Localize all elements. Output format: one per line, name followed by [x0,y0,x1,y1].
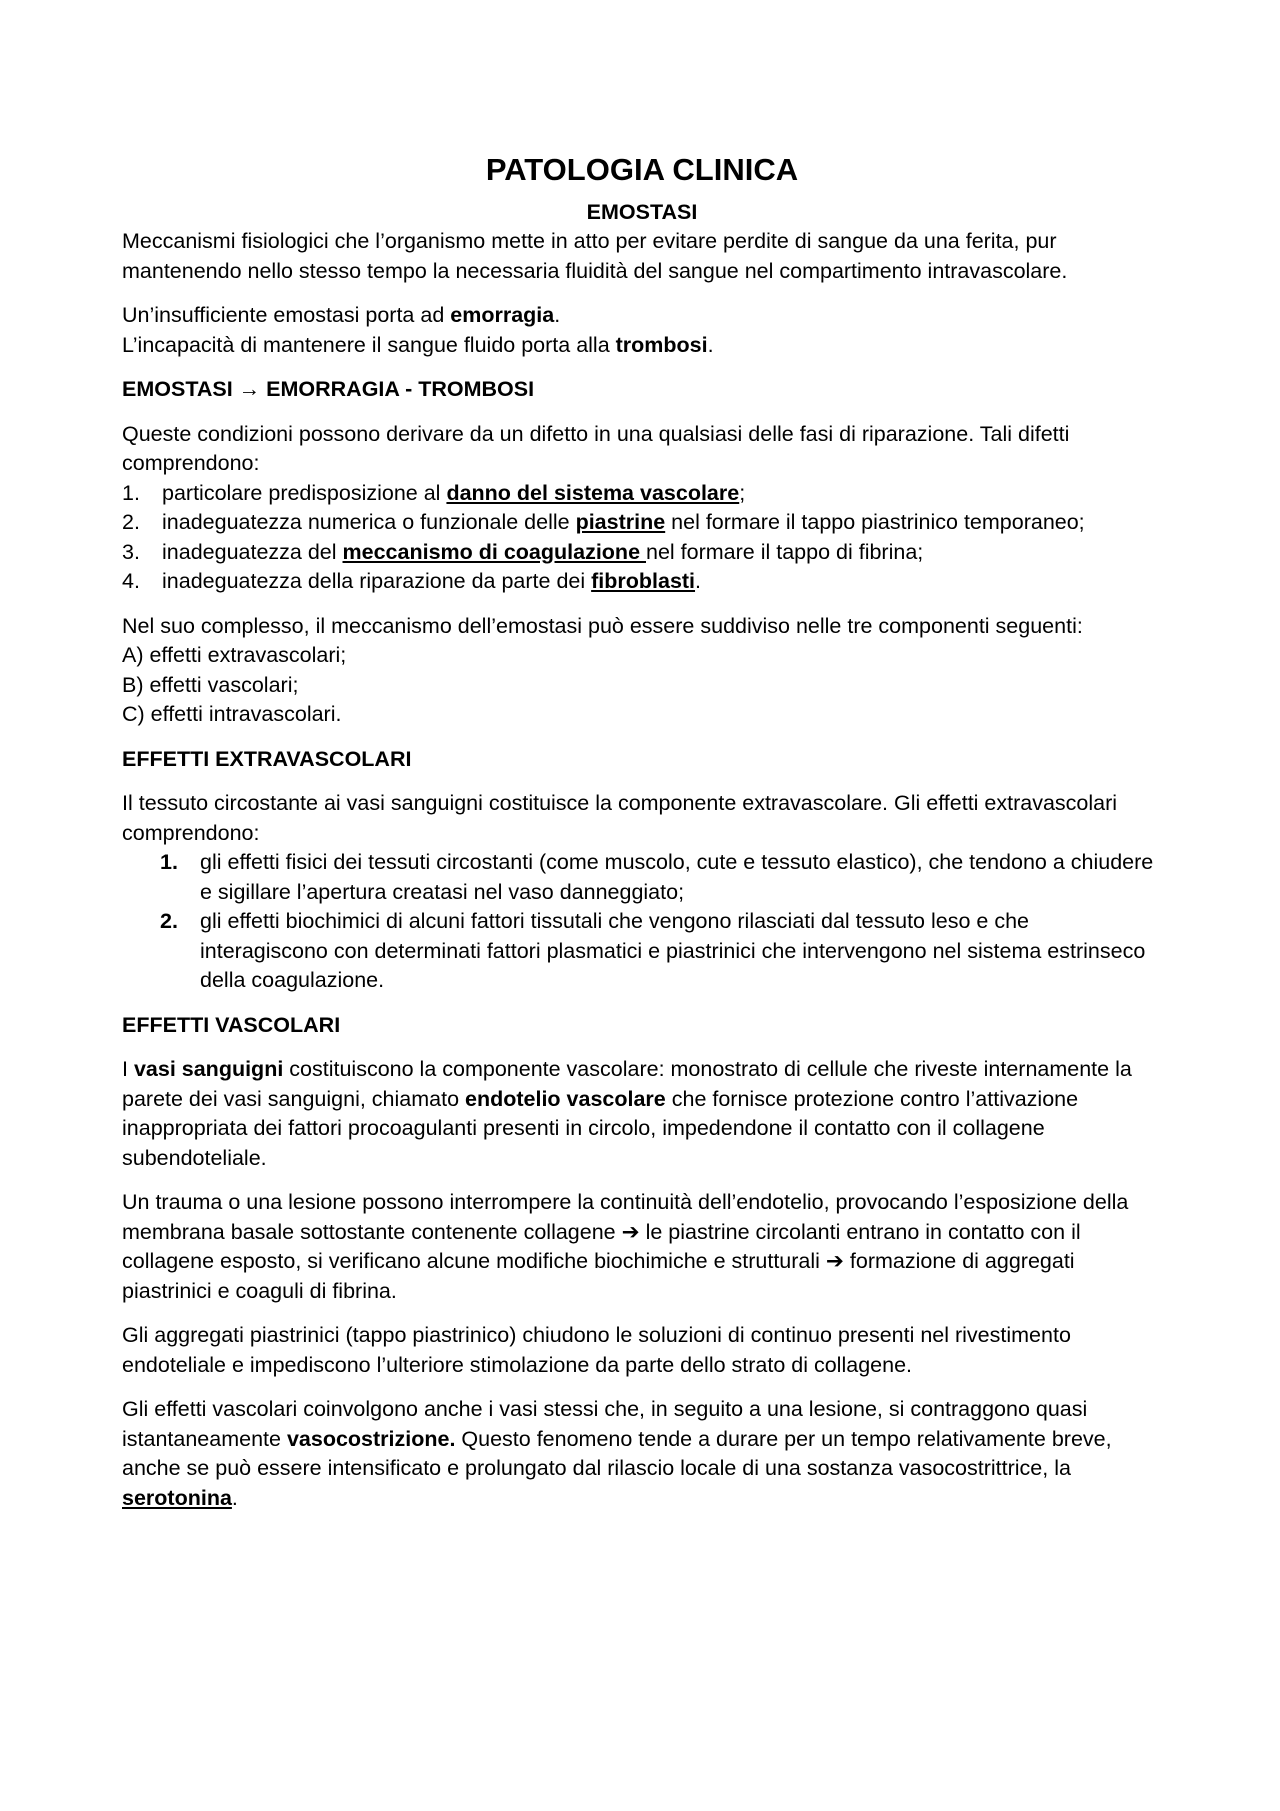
text: nel formare il tappo di fibrina; [646,539,924,564]
list-item: B) effetti vascolari; [122,672,299,697]
text: che fornisce protezione contro l’attivazione inappropriata dei fattori procoagulanti presenti in circolo, impedendone il contatto con il collagene subendoteliale. [122,1086,1079,1170]
text: . [707,332,714,357]
paragraph-definition: Meccanismi fisiologici che l’organismo mette in atto per evitare perdite di sangue da una ferita, pur mantenendo nello stesso tempo la necessaria fluidità del sangue nel compartimento intravascolare. [122,229,1068,283]
heading-emostasi-emorragia-trombosi: EMOSTASI → EMORRAGIA - TROMBOSI [122,377,535,401]
term-endotelio-vascolare: endotelio vascolare [465,1086,666,1111]
list-number: 1. [122,480,140,505]
extravascular-effects-list [122,848,1162,996]
list-item [122,848,1162,907]
list-item [122,538,1162,568]
text: nel formare il tappo piastrinico temporaneo; [665,510,1085,534]
text: inadeguatezza numerica o funzionale delle [162,510,576,534]
list-item: A) effetti extravascolari; [122,643,347,667]
paragraph-vasoconstriction [122,1395,1162,1513]
text: gli effetti biochimici di alcuni fattori tissutali che vengono rilasciati dal tessuto leso e che interagiscono con determinati fattori plasmatici e piastrinici che intervengono nel sistema estrinseco della coagulazione. [200,909,1146,992]
defects-list [122,479,1162,597]
paragraph-components-intro: Nel suo complesso, il meccanismo dell’emostasi può essere suddiviso nelle tre componenti seguenti: [122,613,1083,638]
text: costituiscono la componente vascolare: monostrato di cellule che riveste internamente la parete dei vasi sanguigni, chiamato [122,1057,1132,1111]
paragraph-consequences [122,301,1162,360]
term-underlined: danno del sistema vascolare [446,480,740,505]
paragraph-extravascular-intro: Il tessuto circostante ai vasi sanguigni costituisce la componente extravascolare. Gli effetti extravascolari comprendono: [122,791,1118,845]
heading-effetti-extravascolari: EFFETTI EXTRAVASCOLARI [122,746,412,771]
term-underlined: fibroblasti [591,569,696,593]
paragraph-trauma: Un trauma o una lesione possono interrompere la continuità dell’endotelio, provocando l’esposizione della membrana basale sottostante contenente collagene ➔ le piastrine circolanti entrano in contatto con il collagene esposto, si verificano alcune modifiche biochimiche e strutturali ➔ formazione di aggregati piastrinici e coaguli di fibrina. [122,1190,1129,1303]
text: Questo fenomeno tende a durare per un tempo relativamente breve, anche se può essere intensificato e prolungato dal rilascio locale di una sostanza vasocostrittrice, la [122,1426,1112,1480]
list-item [122,479,1162,509]
list-item [122,508,1162,538]
list-number: 2. [122,510,140,534]
list-item [122,907,1162,996]
term-serotonina: serotonina [122,1485,232,1510]
paragraph-platelet-aggregates: Gli aggregati piastrinici (tappo piastrinico) chiudono le soluzioni di continuo presenti nel rivestimento endoteliale e impediscono l’ulteriore stimolazione da parte dello strato di collagene. [122,1323,1071,1377]
heading-effetti-vascolari: EFFETTI VASCOLARI [122,1012,341,1037]
term-vasi-sanguigni: vasi sanguigni [133,1057,284,1081]
text: inadeguatezza della riparazione da parte dei [162,569,592,593]
term-emorragia: emorragia [450,303,555,327]
list-item: C) effetti intravascolari. [122,702,342,726]
text: . [695,569,702,593]
term-underlined: piastrine [575,510,666,534]
text: I [122,1057,134,1081]
list-number: 1. [160,850,178,874]
text: ; [739,480,746,505]
list-number: 3. [122,539,140,564]
text: L’incapacità di mantenere il sangue fluido porta alla [122,332,616,357]
text: Un’insufficiente emostasi porta ad [122,303,451,327]
list-number: 4. [122,569,140,593]
document-title: PATOLOGIA CLINICA [485,152,799,187]
term-underlined: meccanismo di coagulazione [342,539,646,564]
section-title-emostasi: EMOSTASI [586,200,698,224]
text: inadeguatezza del [162,539,343,564]
components-list [122,641,1162,730]
term-trombosi: trombosi [615,332,708,357]
text: . [231,1485,238,1510]
text: particolare predisposizione al [162,480,447,505]
paragraph-defects-intro: Queste condizioni possono derivare da un difetto in una qualsiasi delle fasi di riparazione. Tali difetti comprendono: [122,421,1070,475]
term-vasocostrizione: vasocostrizione. [286,1426,456,1451]
text: Gli effetti vascolari coinvolgono anche i vasi stessi che, in seguito a una lesione, si contraggono quasi istantaneamente [122,1397,1088,1451]
text: . [554,303,561,327]
list-item [122,567,1162,597]
text: gli effetti fisici dei tessuti circostanti (come muscolo, cute e tessuto elastico), che tendono a chiudere e sigillare l’apertura creatasi nel vaso danneggiato; [200,850,1154,904]
list-number: 2. [160,909,178,933]
paragraph-vascular-component [122,1055,1162,1173]
